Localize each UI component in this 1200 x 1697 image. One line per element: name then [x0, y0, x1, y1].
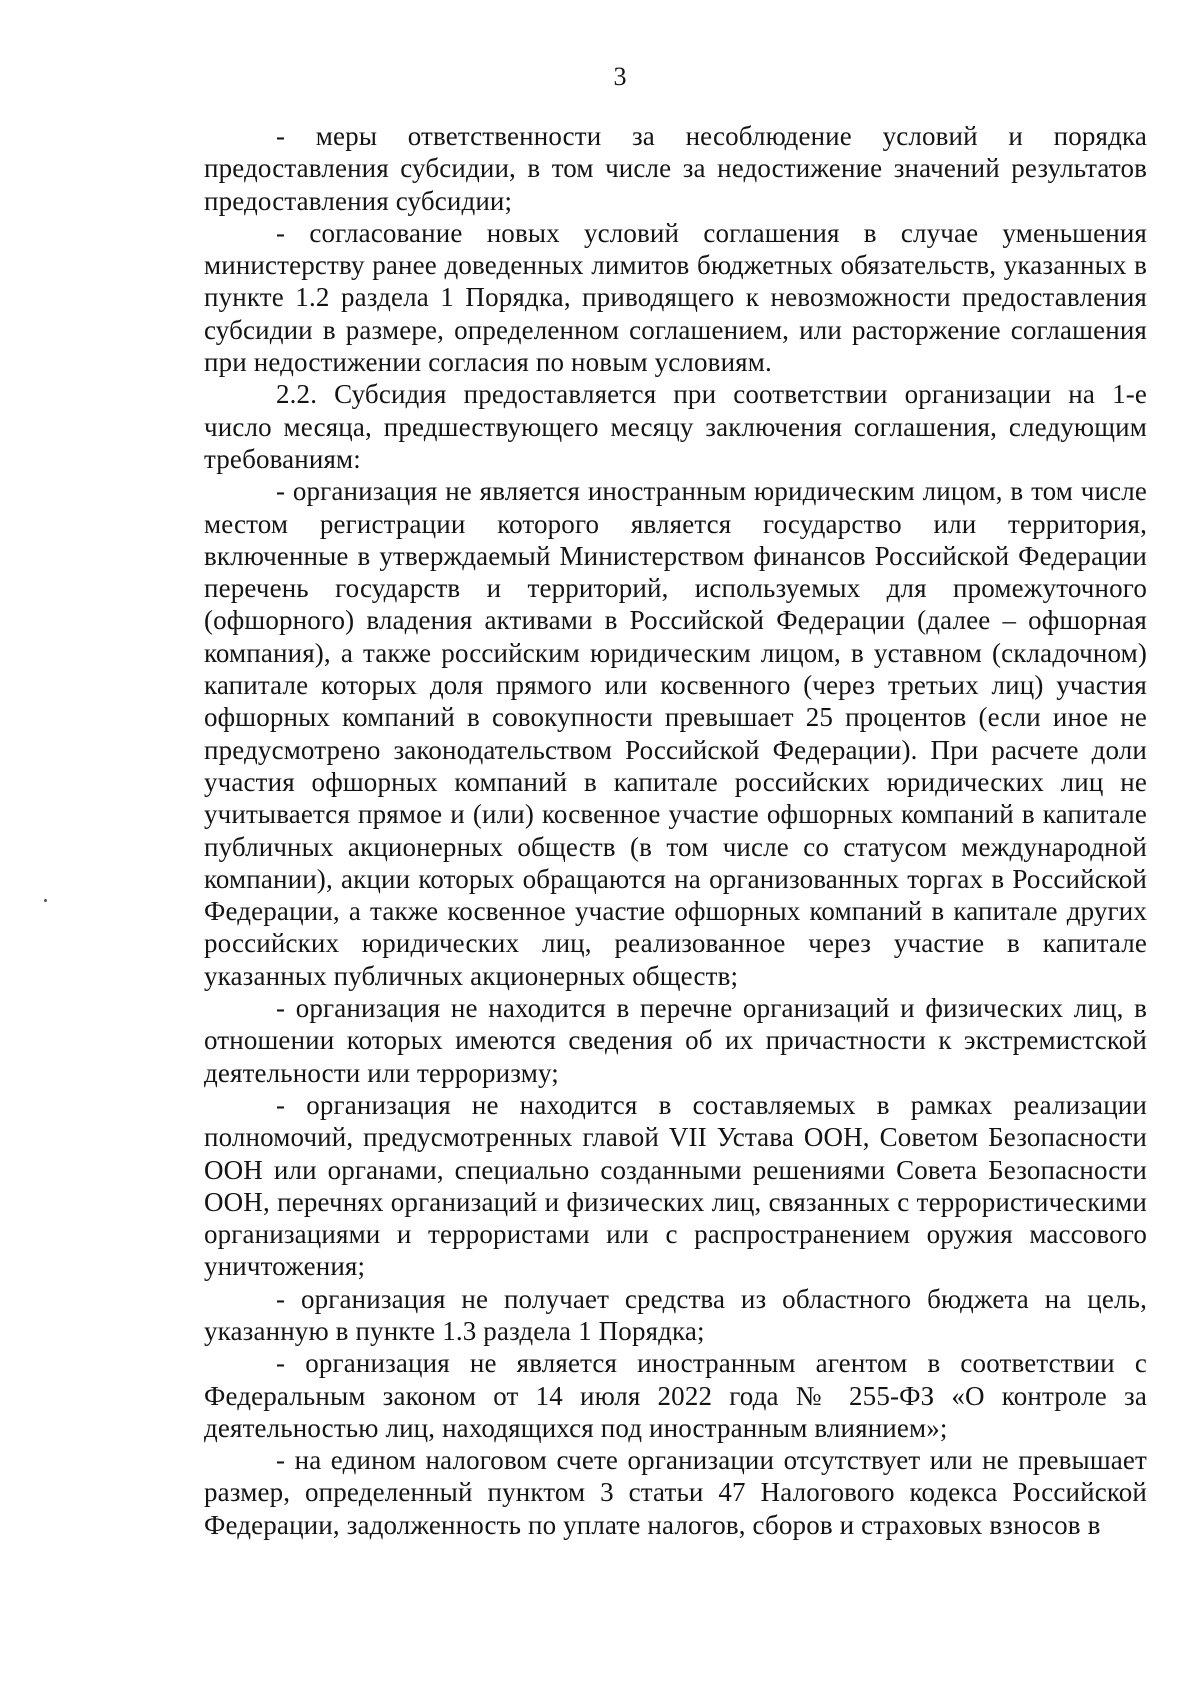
paragraph-not-extremist-list: - организация не находится в перечне организаций и физических лиц, в отношении которых имеются сведения об их причастности к экстремистской деятельности или терроризму;	[204, 993, 1147, 1088]
paragraph-not-foreign-agent: - организация не является иностранным агентом в соответствии с Федеральным законом от 14 июля 2022 года № 255-ФЗ «О контроле за деятельностью лиц, находящихся под иностранным влиянием»;	[204, 1348, 1147, 1443]
paragraph-tax-debt: - на едином налоговом счете организации отсутствует или не превышает размер, определенный пунктом 3 статьи 47 Налогового кодекса Российской Федерации, задолженность по уплате налогов, сборов и страховых взносов в	[204, 1445, 1147, 1540]
paragraph-new-conditions-agreement: - согласование новых условий соглашения в случае уменьшения министерству ранее доведенных лимитов бюджетных обязательств, указанных в пункте 1.2 раздела 1 Порядка, приводящего к невозможности предоставления субсидии в размере, определенном соглашением, или расторжение соглашения при недостижении согласия по новым условиям.	[204, 217, 1147, 378]
document-body	[204, 120, 1147, 1541]
scan-speck	[44, 899, 47, 902]
paragraph-liability-measures: - меры ответственности за несоблюдение условий и порядка предоставления субсидии, в том числе за недостижение значений результатов предоставления субсидии;	[204, 121, 1147, 216]
paragraph-section-2-2: 2.2. Субсидия предоставляется при соответствии организации на 1-е число месяца, предшествующего месяцу заключения соглашения, следующим требованиям:	[204, 379, 1147, 474]
paragraph-not-foreign-entity: - организация не является иностранным юридическим лицом, в том числе местом регистрации которого является государство или территория, включенные в утверждаемый Министерством финансов Российской Федерации перечень государств и территорий, используемых для промежуточного (офшорного) владения активами в Российской Федерации (далее – офшорная компания), а также российским юридическим лицом, в уставном (складочном) капитале которых доля прямого или косвенного (через третьих лиц) участия офшорных компаний в совокупности превышает 25 процентов (если иное не предусмотрено законодательством Российской Федерации). При расчете доли участия офшорных компаний в капитале российских юридических лиц не учитывается прямое и (или) косвенное участие офшорных компаний в капитале публичных акционерных обществ (в том числе со статусом международной компании), акции которых обращаются на организованных торгах в Российской Федерации, а также косвенное участие офшорных компаний в капитале других российских юридических лиц, реализованное через участие в капитале указанных публичных акционерных обществ;	[204, 476, 1147, 991]
paragraph-not-un-sanctions-list: - организация не находится в составляемых в рамках реализации полномочий, предусмотренных главой VII Устава ООН, Советом Безопасности ООН или органами, специально созданными решениями Совета Безопасности ООН, перечнях организаций и физических лиц, связанных с террористическими организациями и террористами или с распространением оружия массового уничтожения;	[204, 1089, 1147, 1282]
paragraph-no-regional-budget-funds: - организация не получает средства из областного бюджета на цель, указанную в пункте 1.3 раздела 1 Порядка;	[204, 1283, 1147, 1346]
page-number: 3	[613, 62, 627, 91]
